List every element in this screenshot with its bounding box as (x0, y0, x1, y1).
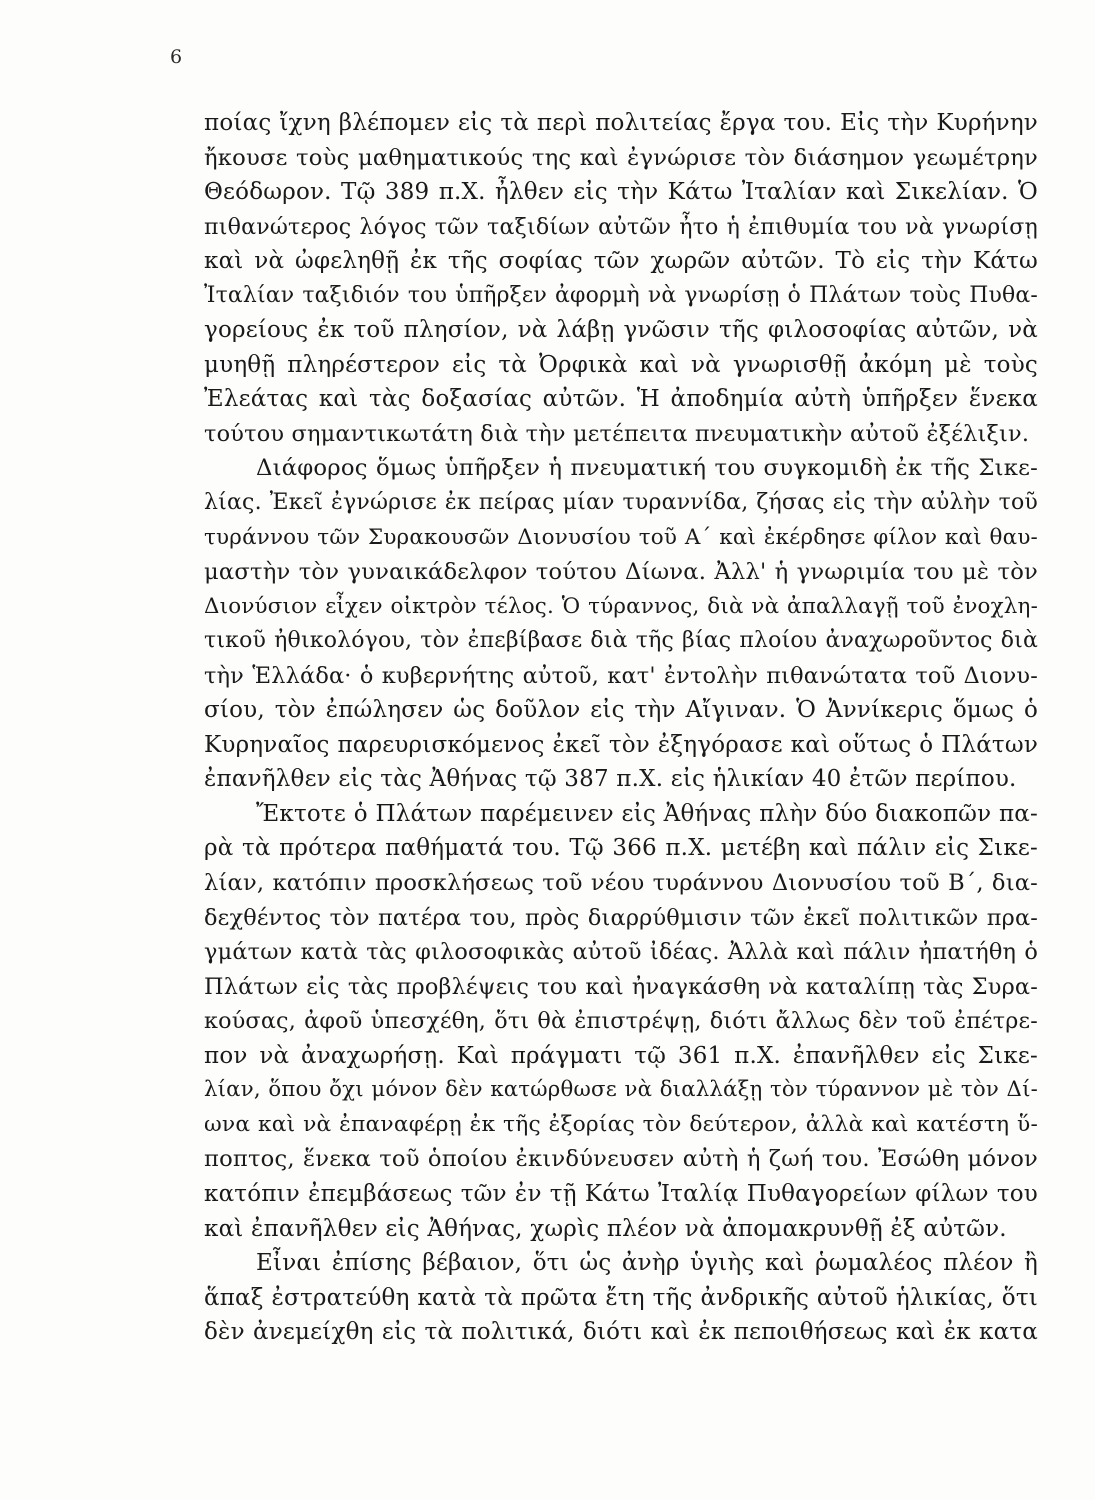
text-line: ἤκουσε τοὺς μαθηματικούς της καὶ ἐγνώρισε τὸν διάσημον γεωμέτρην (204, 144, 1038, 171)
text-line: Θεόδωρον. Τῷ 389 π.Χ. ἦλθεν εἰς τὴν Κάτω Ἰταλίαν καὶ Σικελίαν. Ὁ (204, 179, 1038, 206)
page-number: 6 (170, 46, 183, 68)
text-line: σίου, τὸν ἐπώλησεν ὡς δοῦλον εἰς τὴν Αἴγιναν. Ὁ Ἀννίκερις ὅμως ὁ (204, 697, 1038, 724)
text-line: γορείους ἐκ τοῦ πλησίον, νὰ λάβῃ γνῶσιν τῆς φιλοσοφίας αὐτῶν, νὰ (204, 317, 1038, 344)
text-line: λίαν, ὅπου ὄχι μόνον δὲν κατώρθωσε νὰ διαλλάξῃ τὸν τύραννον μὲ τὸν Δί- (204, 1077, 1038, 1103)
text-line: τὴν Ἑλλάδα· ὁ κυβερνήτης αὐτοῦ, κατ' ἐντολὴν πιθανώτατα τοῦ Διονυ- (204, 662, 1038, 689)
text-line: ρὰ τὰ πρότερα παθήματά του. Τῷ 366 π.Χ. μετέβη καὶ πάλιν εἰς Σικε- (204, 835, 1038, 862)
text-line: ωνα καὶ νὰ ἐπαναφέρῃ ἐκ τῆς ἐξορίας τὸν δεύτερον, ἀλλὰ καὶ κατέστη ὕ- (204, 1111, 1038, 1137)
text-line: πον νὰ ἀναχωρήσῃ. Καὶ πράγματι τῷ 361 π.Χ. ἐπανῆλθεν εἰς Σικε- (204, 1042, 1038, 1069)
text-line: Κυρηναῖος παρευρισκόμενος ἐκεῖ τὸν ἐξηγόρασε καὶ οὕτως ὁ Πλάτων (204, 731, 1038, 758)
text-line: λίαν, κατόπιν προσκλήσεως τοῦ νέου τυράννου Διονυσίου τοῦ Β΄, δια- (204, 870, 1038, 897)
text-line: πιθανώτερος λόγος τῶν ταξιδίων αὐτῶν ἦτο ἡ ἐπιθυμία του νὰ γνωρίσῃ (204, 213, 1038, 240)
text-line: τυράννου τῶν Συρακουσῶν Διονυσίου τοῦ Α΄ καὶ ἐκέρδησε φίλον καὶ θαυ- (204, 524, 1038, 550)
text-line: λίας. Ἐκεῖ ἐγνώρισε ἐκ πείρας μίαν τυραννίδα, ζήσας εἰς τὴν αὐλὴν τοῦ (204, 490, 1038, 516)
text-line: καὶ νὰ ὠφεληθῇ ἐκ τῆς σοφίας τῶν χωρῶν αὐτῶν. Τὸ εἰς τὴν Κάτω (204, 248, 1038, 275)
text-line: καὶ ἐπανῆλθεν εἰς Ἀθήνας, χωρὶς πλέον νὰ ἀπομακρυνθῇ ἐξ αὐτῶν. (204, 1215, 1007, 1242)
text-line: Διονύσιον εἶχεν οἰκτρὸν τέλος. Ὁ τύραννος, διὰ νὰ ἀπαλλαγῇ τοῦ ἐνοχλη- (204, 593, 1038, 619)
text-line: Ἔκτοτε ὁ Πλάτων παρέμεινεν εἰς Ἀθήνας πλὴν δύο διακοπῶν πα- (256, 800, 1038, 827)
text-line: κατόπιν ἐπεμβάσεως τῶν ἐν τῇ Κάτω Ἰταλίᾳ Πυθαγορείων φίλων του (204, 1180, 1038, 1207)
text-line: μυηθῇ πληρέστερον εἰς τὰ Ὀρφικὰ καὶ νὰ γνωρισθῇ ἀκόμη μὲ τοὺς (204, 351, 1038, 378)
text-line: Ἰταλίαν ταξιδιόν του ὑπῆρξεν ἀφορμὴ νὰ γνωρίσῃ ὁ Πλάτων τοὺς Πυθα- (204, 282, 1038, 308)
text-line: δεχθέντος τὸν πατέρα του, πρὸς διαρρύθμισιν τῶν ἐκεῖ πολιτικῶν πρα- (204, 904, 1038, 931)
text-line: Εἶναι ἐπίσης βέβαιον, ὅτι ὡς ἀνὴρ ὑγιὴς καὶ ῥωμαλέος πλέον ἢ (256, 1250, 1038, 1277)
text-line: ποίας ἴχνη βλέπομεν εἰς τὰ περὶ πολιτείας ἔργα του. Εἰς τὴν Κυρήνην (204, 110, 1038, 136)
text-line: Πλάτων εἰς τὰς προβλέψεις του καὶ ἠναγκάσθη νὰ καταλίπῃ τὰς Συρα- (204, 973, 1038, 1000)
text-line: Διάφορος ὅμως ὑπῆρξεν ἡ πνευματική του συγκομιδὴ ἐκ τῆς Σικε- (256, 455, 1038, 482)
body-text (204, 106, 1038, 1350)
text-line: γμάτων κατὰ τὰς φιλοσοφικὰς αὐτοῦ ἰδέας. Ἀλλὰ καὶ πάλιν ἠπατήθη ὁ (204, 939, 1038, 966)
text-line: ἅπαξ ἐστρατεύθη κατὰ τὰ πρῶτα ἔτη τῆς ἀνδρικῆς αὐτοῦ ἡλικίας, ὅτι (204, 1284, 1038, 1311)
text-line: δὲν ἀνεμείχθη εἰς τὰ πολιτικά, διότι καὶ ἐκ πεποιθήσεως καὶ ἐκ κατα (204, 1319, 1038, 1346)
text-line: κούσας, ἀφοῦ ὑπεσχέθη, ὅτι θὰ ἐπιστρέψῃ, διότι ἄλλως δὲν τοῦ ἐπέτρε- (204, 1008, 1038, 1035)
text-line: ἐπανῆλθεν εἰς τὰς Ἀθήνας τῷ 387 π.Χ. εἰς ἡλικίαν 40 ἐτῶν περίπου. (204, 766, 1017, 793)
text-line: μαστὴν τὸν γυναικάδελφον τούτου Δίωνα. Ἀλλ' ἡ γνωριμία του μὲ τὸν (204, 559, 1038, 586)
text-line: ποπτος, ἕνεκα τοῦ ὁποίου ἐκινδύνευσεν αὐτὴ ἡ ζωή του. Ἐσώθη μόνον (204, 1146, 1038, 1173)
text-line: τικοῦ ἠθικολόγου, τὸν ἐπεβίβασε διὰ τῆς βίας πλοίου ἀναχωροῦντος διὰ (204, 628, 1038, 654)
text-line: τούτου σημαντικωτάτη διὰ τὴν μετέπειτα πνευματικὴν αὐτοῦ ἐξέλιξιν. (204, 420, 1030, 447)
text-line: Ἐλεάτας καὶ τὰς δοξασίας αὐτῶν. Ἡ ἀποδημία αὐτὴ ὑπῆρξεν ἕνεκα (204, 386, 1038, 413)
